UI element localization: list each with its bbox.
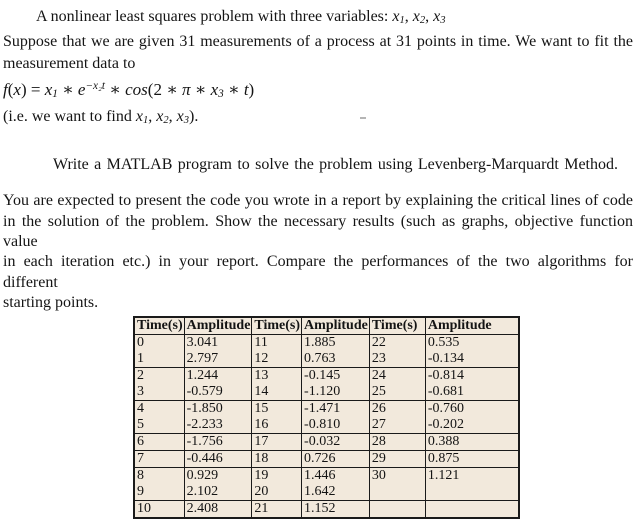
table-cell: -1.850 (184, 400, 252, 417)
table-cell: 18 (252, 450, 302, 467)
column-header: Amplitude (184, 317, 252, 335)
table-cell: 16 (252, 417, 302, 434)
table-cell: 11 (252, 334, 302, 351)
table-row (134, 467, 519, 484)
column-header: Amplitude (302, 317, 370, 335)
table-cell: 1.642 (302, 484, 370, 501)
measurement-table (133, 316, 520, 519)
text-run: x (13, 80, 21, 100)
table-row (134, 500, 519, 518)
table-row (134, 484, 519, 501)
text-run: π (182, 80, 191, 100)
table-cell: 0.388 (425, 433, 519, 450)
text-run: x (210, 80, 219, 100)
text-run: e (77, 80, 86, 100)
subscript: 1 (142, 115, 149, 127)
table-row (134, 384, 519, 401)
text-run: ). (189, 108, 199, 126)
text-run: t (243, 80, 249, 100)
table-cell: 13 (252, 367, 302, 384)
column-header: Time(s) (134, 317, 184, 335)
subscript: 1 (399, 14, 405, 26)
column-header: Time(s) (369, 317, 425, 335)
column-header: Time(s) (252, 317, 302, 335)
text-run: ) = (20, 80, 45, 100)
table-cell: -0.681 (425, 384, 519, 401)
column-header: Amplitude (425, 317, 519, 335)
table-cell: 4 (134, 400, 184, 417)
table-cell: 0 (134, 334, 184, 351)
body-line-2: measurement data to (3, 54, 136, 72)
text-run: x (44, 80, 53, 100)
table-cell: 1.446 (302, 467, 370, 484)
text-run: , (168, 108, 177, 126)
scan-artifact (360, 117, 366, 119)
table-cell: -2.233 (184, 417, 252, 434)
intro-line (3, 6, 633, 31)
table-cell: 5 (134, 417, 184, 434)
text-run: x (412, 8, 420, 25)
table-cell (425, 500, 519, 518)
text-run: , (404, 8, 413, 25)
table-row (134, 450, 519, 467)
table-row (134, 400, 519, 417)
subscript: 2 (163, 115, 169, 127)
text-run: x (176, 108, 184, 126)
table-cell: -1.756 (184, 433, 252, 450)
table-cell: 3.041 (184, 334, 252, 351)
text-run: ( (7, 80, 14, 100)
table-cell: 7 (134, 450, 184, 467)
text-run: (2 ∗ (147, 80, 182, 100)
table-cell: 26 (369, 400, 425, 417)
text-run: (i.e. we want to find (3, 108, 136, 126)
table-cell: -0.145 (302, 367, 370, 384)
table-cell: 6 (134, 433, 184, 450)
table-cell: 25 (369, 384, 425, 401)
text-run: f (3, 80, 8, 100)
subscript: 2 (419, 14, 426, 26)
text-run: x (156, 108, 164, 126)
table-cell: 1.244 (184, 367, 252, 384)
table-cell: 1 (134, 351, 184, 368)
table-cell: -0.202 (425, 417, 519, 434)
table-cell (425, 484, 519, 501)
body-line-1: Suppose that we are given 31 measurements of a process at 31 points in time. We want to fit the (3, 33, 633, 51)
table-cell: 17 (252, 433, 302, 450)
text-run: x (135, 108, 143, 126)
table-cell: 0.929 (184, 467, 252, 484)
table-row (134, 367, 519, 384)
text-run: ∗ (105, 80, 126, 100)
table-cell: 9 (134, 484, 184, 501)
table-cell: -0.760 (425, 400, 519, 417)
table-cell (369, 484, 425, 501)
subscript: 3 (218, 88, 224, 101)
table-cell: -0.032 (302, 433, 370, 450)
table-cell: 0.875 (425, 450, 519, 467)
table-cell: 23 (369, 351, 425, 368)
subscript: 3 (183, 115, 190, 127)
report-line-4: starting points. (3, 294, 99, 312)
table-row (134, 433, 519, 450)
table-cell: 22 (369, 334, 425, 351)
table-cell: 1.885 (302, 334, 370, 351)
text-run: ) (248, 80, 255, 100)
subscript: 3 (440, 14, 446, 26)
table-cell: 20 (252, 484, 302, 501)
table-cell: -0.810 (302, 417, 370, 434)
table-cell: 2.408 (184, 500, 252, 518)
table-cell: 29 (369, 450, 425, 467)
table-cell: 12 (252, 351, 302, 368)
table-cell: -0.134 (425, 351, 519, 368)
table-cell (369, 500, 425, 518)
table-cell: -0.579 (184, 384, 252, 401)
text-run: x (392, 8, 400, 25)
text-run: , (425, 8, 434, 25)
text-run: ∗ (223, 80, 244, 100)
report-line-3: in each iteration etc.) in your report. Compare the performances of the two algorithms for different (3, 253, 633, 291)
text-run: x (433, 8, 441, 25)
table-cell: 30 (369, 467, 425, 484)
table-cell: 8 (134, 467, 184, 484)
table-cell: 24 (369, 367, 425, 384)
report-paragraph (3, 191, 633, 313)
superscript: −x₂t (85, 80, 106, 93)
report-line-1: You are expected to present the code you wrote in a report by explaining the critical lines of code (3, 192, 633, 210)
table-cell: 28 (369, 433, 425, 450)
table-cell: -0.814 (425, 367, 519, 384)
formula-line (3, 74, 633, 106)
table-cell: 10 (134, 500, 184, 518)
text-run: cos (125, 80, 148, 100)
table-cell: 1.152 (302, 500, 370, 518)
table-cell: -0.446 (184, 450, 252, 467)
table-cell: 27 (369, 417, 425, 434)
table-header-row (134, 317, 519, 335)
table-cell: -1.120 (302, 384, 370, 401)
table-cell: -1.471 (302, 400, 370, 417)
table-cell: 14 (252, 384, 302, 401)
text-run: , (148, 108, 157, 126)
ie-line (3, 106, 633, 131)
table-cell: 0.726 (302, 450, 370, 467)
subscript: 1 (52, 88, 58, 101)
table-row (134, 417, 519, 434)
text-run: ∗ (57, 80, 78, 100)
table-cell: 0.763 (302, 351, 370, 368)
table-row (134, 334, 519, 351)
table-cell: 21 (252, 500, 302, 518)
table-cell: 1.121 (425, 467, 519, 484)
report-line-2: in the solution of the problem. Show the necessary results (such as graphs, objective function value (3, 212, 633, 250)
table-cell: 0.535 (425, 334, 519, 351)
table-cell: 19 (252, 467, 302, 484)
table-cell: 3 (134, 384, 184, 401)
table-cell: 2.797 (184, 351, 252, 368)
text-run: ∗ (190, 80, 211, 100)
table-cell: 2 (134, 367, 184, 384)
text-run: A nonlinear least squares problem with three variables: (36, 8, 393, 25)
table-cell: 15 (252, 400, 302, 417)
table-row (134, 351, 519, 368)
table-cell: 2.102 (184, 484, 252, 501)
task-line: Write a MATLAB program to solve the problem using Levenberg-Marquardt Method. (53, 155, 618, 173)
